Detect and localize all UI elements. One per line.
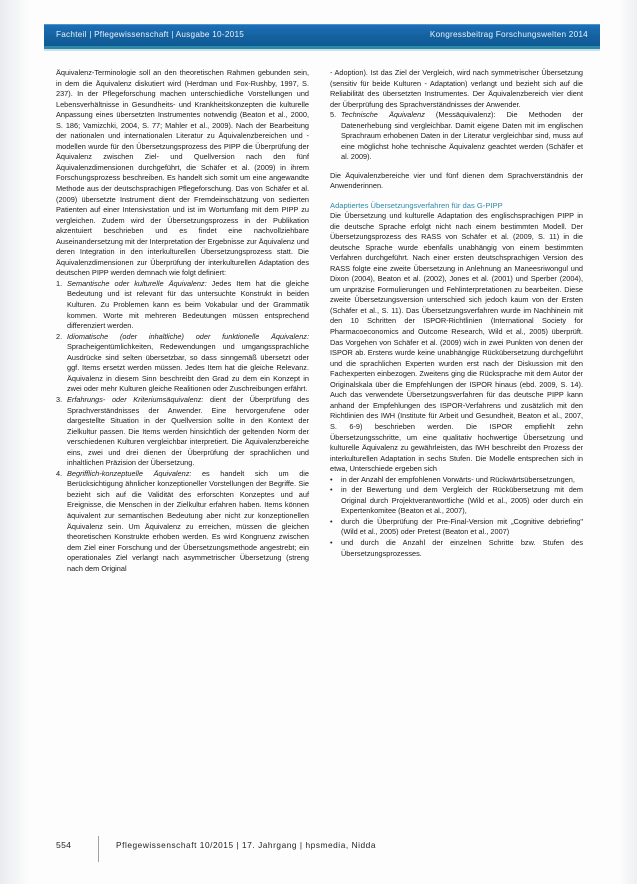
list-item-text: Spracheigentümlichkeiten, Redewendungen und umgangssprachliche Ausdrücke sind selten übersetzbar, so dass sinngemäß übersetzt oder ggf. Items ersetzt werden müssen. Jedes Item hat die gleiche Relevanz. Äquivalenz in diesem Sinn beschreibt den Grad zu dem ein Konzept in zwei oder mehr Kulturen gleiche Realitionen oder Zuschreibungen erfährt. — [67, 342, 309, 394]
section-spacer — [330, 192, 583, 200]
list-item-term: Semantische oder kulturelle Äquivalenz: — [67, 278, 207, 288]
list-item-term: Erfahrungs- oder Kriteriumsäquivalenz: — [67, 394, 204, 404]
bullet-marker: • — [330, 474, 333, 484]
footer-divider — [98, 836, 99, 862]
right-bullet-list — [330, 475, 583, 559]
list-item-text: dient der Überprüfung des Sprachverständnisses der Anwender. Eine hervorgerufene oder dargestellte Situation in der Quellversion sollte in den Kontext der Zielkultur passen. Die Items werden hinsichtlich der geltenden Norm der verschiedenen Kulturen vergleichbar interpretiert. Die Äquivalenzbereiche eins, zwei und drei dienen der Überprüfung der sprachlichen und inhaltlichen Präzision der Übersetzung. — [67, 394, 309, 468]
page-header-bar — [44, 24, 600, 46]
paragraph-continuation: - Adoption). Ist das Ziel der Vergleich, wird nach symmetrischer Übersetzung (sensitiv für beide Kulturen - Adaptation) verlangt und bezieht sich auf die Reliabilität des übersetzten Instrumentes. Der Äquivalenzbereich vier dient der Überprüfung des Sprachverständnisses der Anwender. — [330, 68, 583, 109]
bullet-marker: • — [330, 537, 333, 547]
list-marker: 2. — [56, 331, 63, 341]
list-item-text: in der Anzahl der empfohlenen Vorwärts- und Rückwärtsübersetzungen, — [341, 474, 575, 484]
left-numbered-list — [56, 279, 309, 574]
footer-imprint: Pflegewissenschaft 10/2015 | 17. Jahrgang | hpsmedia, Nidda — [116, 840, 376, 850]
list-item — [330, 538, 583, 559]
bullet-marker: • — [330, 516, 333, 526]
bullet-marker: • — [330, 485, 333, 495]
list-item — [56, 469, 309, 574]
list-item-term: Begrifflich-konzeptuelle Äquivalenz: — [67, 468, 192, 478]
list-item — [56, 395, 309, 469]
paragraph: Äquivalenz-Terminologie soll an den theoretischen Rahmen gebunden sein, in dem die Äquivalenz diskutiert wird (Herdman und Fox-Rushby, 1997, S. 237). In der Pflegeforschung machen unterschiedliche Vorstellungen und Lebensverhältnisse in Gesundheits- und Krankheitskonzepten die kulturelle Anpassung eines übersetzten Instrumentes notwendig (Beaton et al., 2000, S. 186; Vamizchki, 2004, S. 77; Mahler et al., 2009). Nach der Bearbeitung der nationalen und internationalen Literatur zu Äquivalenzbereichen und -modellen wurde für den Übersetzungsprozess des PIPP die Überprüfung der Äquivalenz zwischen Ziel- und Quellversion nach den fünf Äquivalenzdimensionen durchgeführt, die Schäfer et al. (2009) in ihrem Forschungsprozess beschreiben. Es handelt sich somit um eine angewandte Methode aus der deutschsprachigen Pflegeforschung. Das von Schäfer et al. (2009) übersetzte Instrument dient der Fremdeinschätzung von sedierten Patienten auf einer Intensivstation und ist im Wortumfang mit dem PIPP zu vergleichen. Zudem wird der Übersetzungsprozess in der Publikation akzentuiert beschrieben und es findet eine nachvollziehbare Auseinandersetzung mit der Interpretation der Ergebnisse zur Äquivalenz und deren Integration in den interkulturellen Übersetzungsprozess statt. Die Äquivalenzdimensionen zur Überprüfung der interkulturellen Adaptation des deutschen PIPP werden demnach wie folgt definiert: — [56, 68, 309, 278]
list-item — [330, 485, 583, 517]
page-number: 554 — [56, 840, 72, 850]
header-left-text: Fachteil | Pflegewissenschaft | Ausgabe 10-2015 — [56, 30, 245, 39]
list-item-term: Technische Äquivalenz — [341, 110, 425, 120]
list-item-text: und durch die Anzahl der einzelnen Schritte bzw. Stufen des Übersetzungsprozesses. — [341, 537, 583, 558]
header-rule-light — [44, 49, 600, 51]
right-numbered-list — [330, 110, 583, 163]
list-item-text: in der Bewertung und dem Vergleich der Rückübersetzung mit dem Original durch Projektverantwortliche (Wild et al., 2005) oder durch ein Expertenkomitee (Beaton et al., 2007), — [341, 485, 583, 516]
right-column — [330, 68, 583, 559]
list-item — [56, 332, 309, 395]
list-marker: 4. — [56, 468, 63, 478]
paragraph: Die Äquivalenzbereiche vier und fünf dienen dem Sprachverständnis der Anwenderinnen. — [330, 170, 583, 191]
paragraph-spacer — [330, 163, 583, 171]
list-item — [330, 517, 583, 538]
header-right-text: Kongressbeitrag Forschungswelten 2014 — [429, 30, 588, 39]
list-marker: 3. — [56, 394, 63, 404]
list-item-text: durch die Überprüfung der Pre-Final-Version mit „Cognitive debriefing" (Wild et al., 2005) oder Pretest (Beaton et al., 2007) — [341, 516, 583, 537]
list-item — [330, 475, 583, 486]
list-item-text: Jedes Item hat die gleiche Bedeutung und ist relevant für das untersuchte Konstrukt in beiden Kulturen. Zu Problemen kann es beim Vokabular und der Grammatik kommen. Worte mit mehreren Bedeutungen müssen entsprechend differenziert werden. — [67, 278, 309, 331]
left-column — [56, 68, 309, 574]
list-item-text: (Messäquivalenz): Die Methoden der Datenerhebung sind vergleichbar. Damit eigene Daten mit im englischen Sprachraum erhobenen Daten in der Literatur vergleichbar sind, muss auf eine möglichst hohe technische Äquivalenz geachtet werden (Schäfer et al. 2009). — [341, 110, 583, 162]
list-item — [56, 279, 309, 332]
section-heading: Adaptiertes Übersetzungsverfahren für das G-PIPP — [330, 201, 503, 211]
page-content — [0, 68, 637, 813]
list-item-text: es handelt sich um die Berücksichtigung ähnlicher konzeptioneller Vorstellungen der Begriffe. Sie bezieht sich auf die Validität des erforschten Konzeptes und auf Ereignisse, die Menschen in der Zielkultur erfahren haben. Items können äquivalent zur semantischen Bedeutung aber nicht zur konzeptionellen Äquivalenz sein. Um Äquivalenz zu erreichen, müssen die gleichen theoretischen Konstrukte erhoben werden. Es wird Kongruenz zwischen dem Ziel einer Forschung und der Übersetzungsmethode angestrebt; ein operationales Ziel verlangt nach asymmetrischer Übersetzung (streng nach dem Original — [67, 468, 309, 573]
list-item-term: Idiomatische (oder inhaltliche) oder funktionelle Äquivalenz: — [67, 331, 309, 341]
page-footer — [0, 836, 637, 862]
list-item — [330, 110, 583, 163]
list-marker: 1. — [56, 278, 63, 288]
list-marker: 5. — [330, 110, 337, 120]
paragraph: Die Übersetzung und kulturelle Adaptation des englischsprachigen PIPP in die deutsche Sprache erfolgt nicht nach einem bestimmten Modell. Der Übersetzungsprozess des RASS von Schäfer et al. (2009, S. 11) in die deutsche Sprache wurde ebenfalls unabhängig von einem bestimmten Verfahren durchgeführt. Nach einer ersten deutschsprachigen Version des RASS folgte eine zweite Übersetzung in Anlehnung an Maneesriwongul und Dixon (2004), Beaton et al. (2002), Jones et al. (2001) und Sperber (2004), um unpräzise Formulierungen und Fehlinterpretationen zu bearbeiten. Diese zweite Übersetzungsversion unterschied sich jedoch kaum von der Ersten (Schäfer et al., S. 11). Das Übersetzungsverfahren wurde im Nachhinein mit den 10 Schritten der ISPOR-Richtlinien (International Society for Pharmacoeconomics and Outcome Research, Wild et al., 2005) überprüft. Das Vorgehen von Schäfer et al. (2009) wich in zwei Punkten von denen der ISPOR ab. Erstens wurde keine unabhängige Rückübersetzung durchgeführt und die sprachlichen Experten wurden erst nach der Diskussion mit den Fachexperten einbezogen. Zweitens ging die Rücksprache mit dem Autor der Originalskala über die Empfehlungen der ISPOR hinaus (ebd. 2009, S. 14). Auch das verwendete Übersetzungsverfahren für das deutsche PIPP kann anhand der Empfehlungen des ISPOR-Verfahrens und zusätzlich mit den Richtlinien des IWH (Institute für Arbeit und Gesundheit, Beaton et al., 2007, S. 6-9) beschrieben werden. Die ISPOR empfiehlt zehn Übersetzungsschritte, um eine qualitativ hochwertige Übersetzung und kulturelle Äquivalenz zu gewährleisten, das IWH beschreibt den Prozess der interkulturellen Adaptation in sechs Stufen. Die Modelle entsprechen sich in etwa, Unterschiede ergeben sich — [330, 211, 583, 474]
